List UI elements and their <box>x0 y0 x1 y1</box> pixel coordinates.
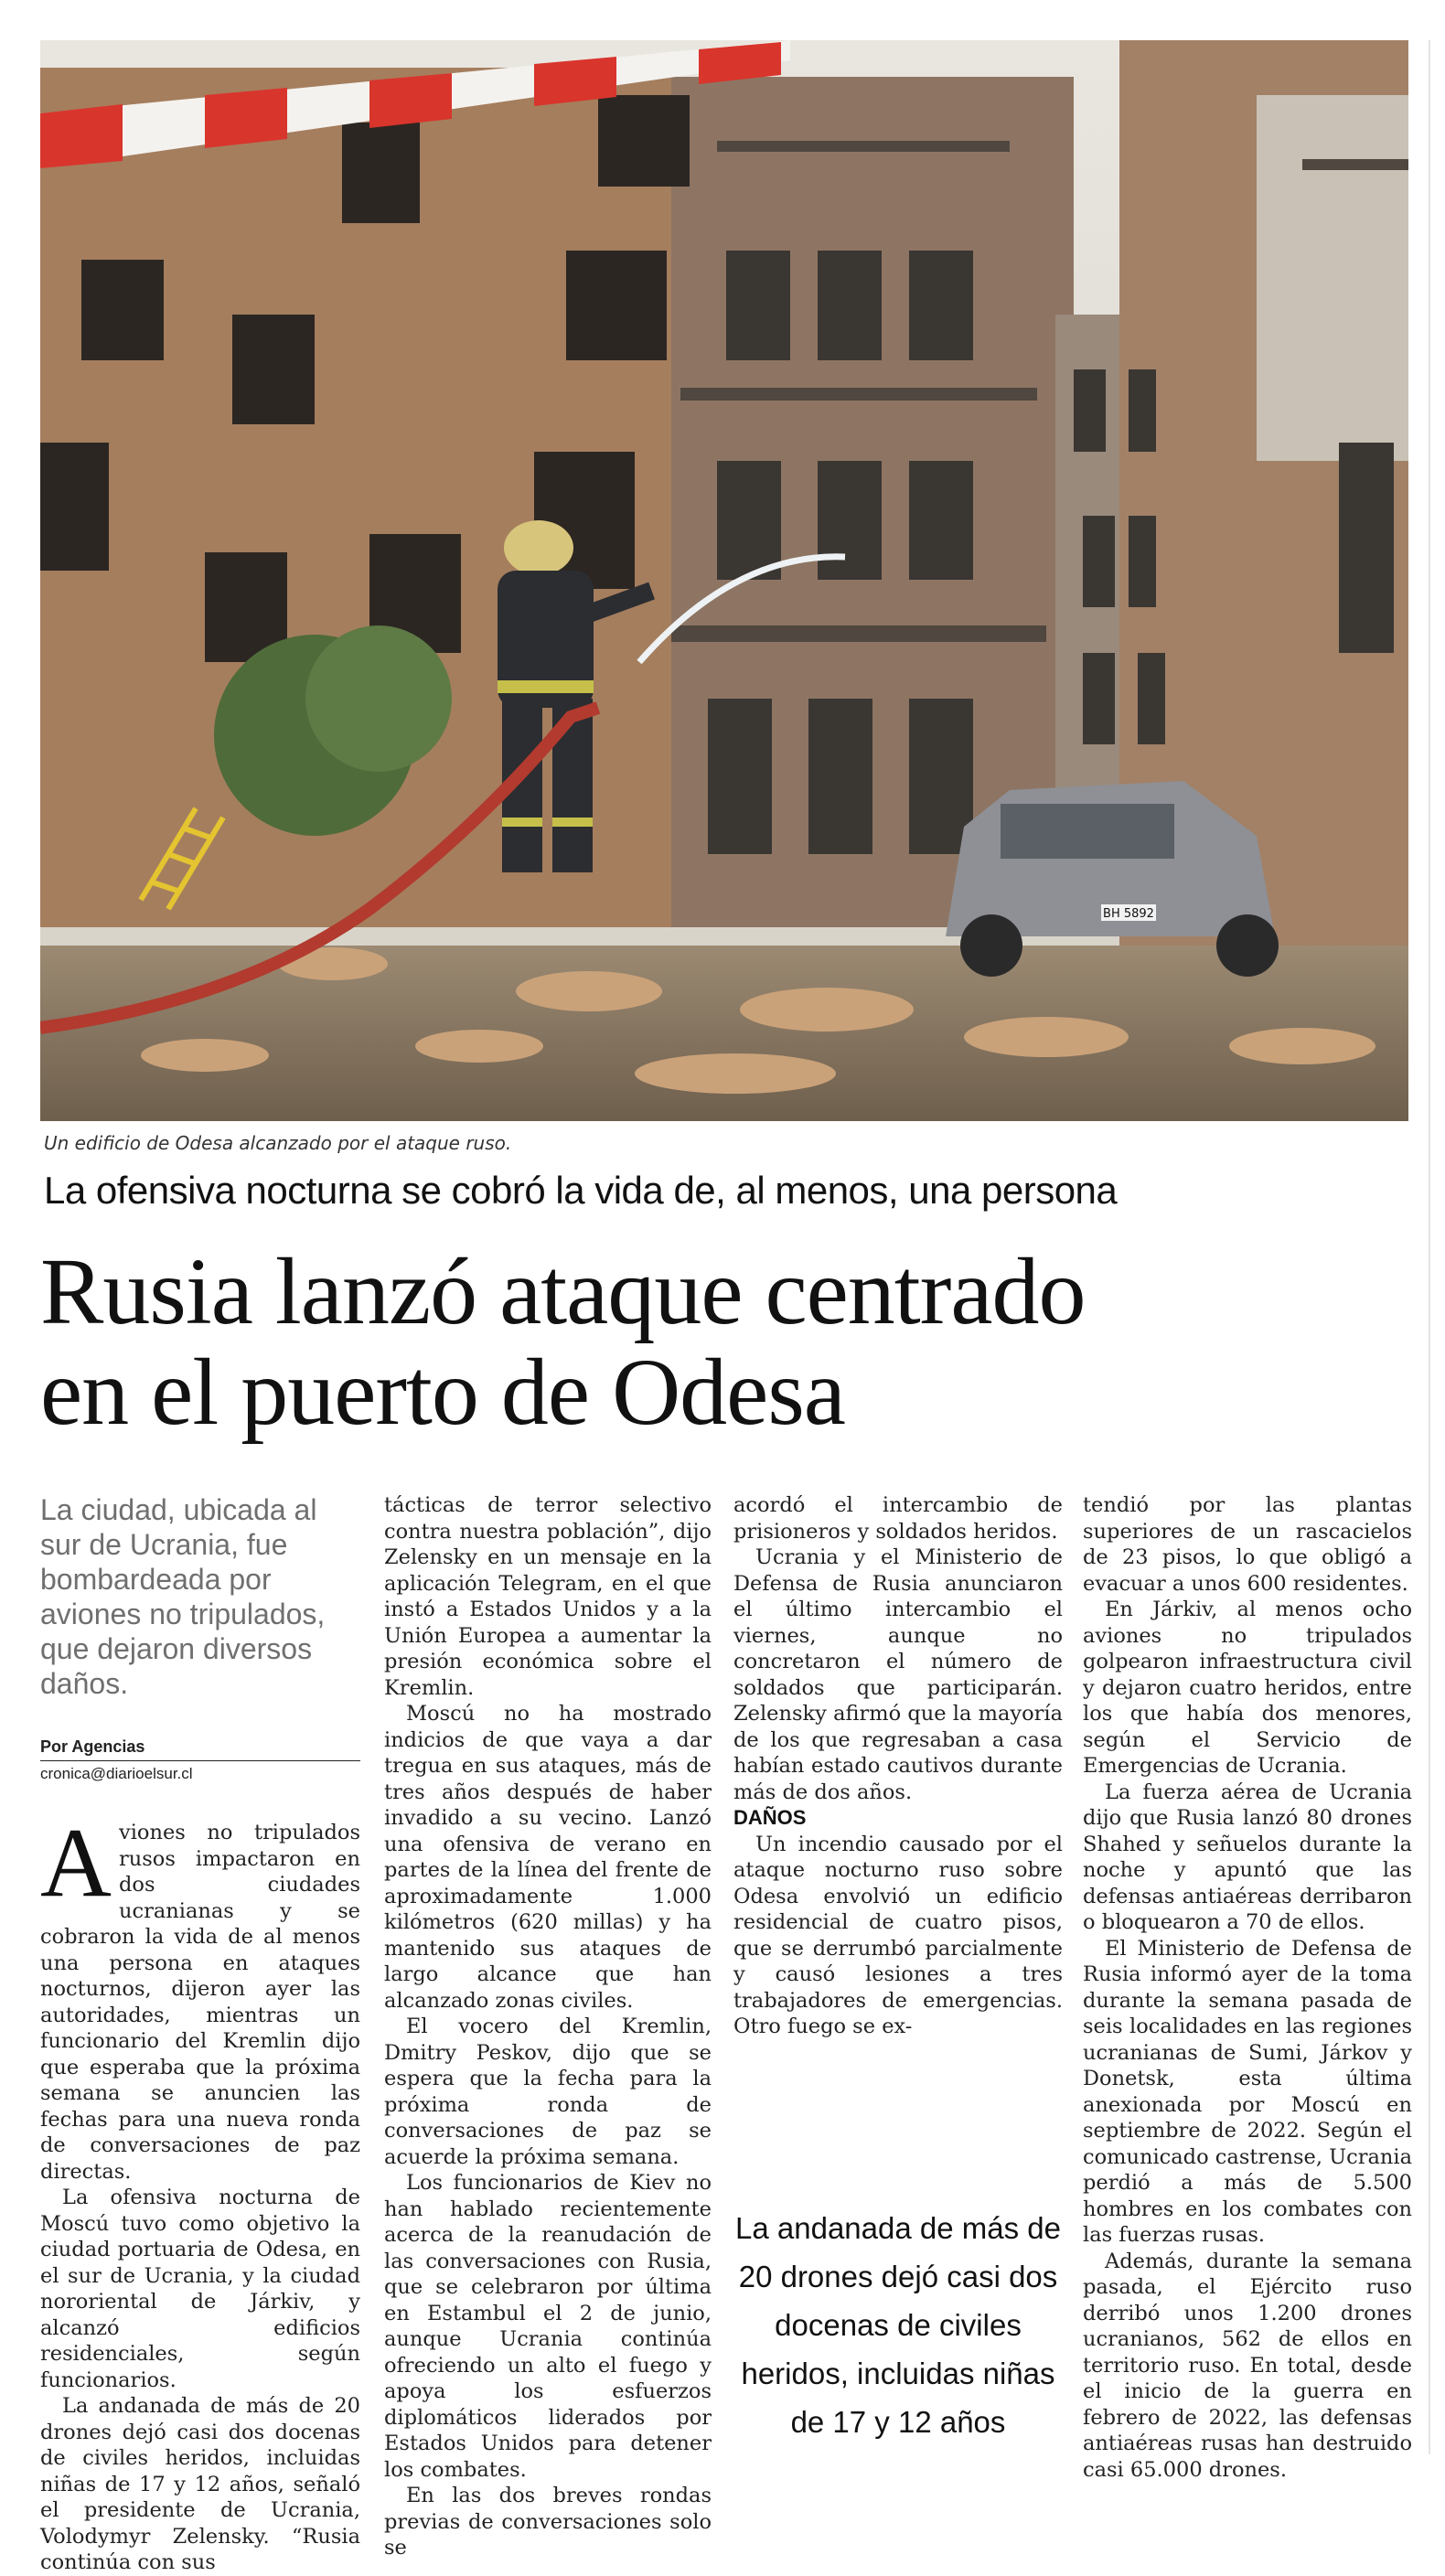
photo-caption: Un edificio de Odesa alcanzado por el ataque ruso. <box>44 1132 512 1154</box>
damaged-building-illustration <box>40 40 1408 1121</box>
paragraph: El Ministerio de Defensa de Rusia informó ayer de la toma durante la semana pasada de seis localidades en las regiones ucranianas de Sumi, Járkov y Donetsk, esta última anexionada por Moscú en septiembre de 2022. Según el comunicado castrense, Ucrania perdió a más de 5.500 hombres en los combates con las fuerzas rusas. <box>1083 1936 1412 2247</box>
paragraph: En las dos breves rondas previas de conversaciones solo se <box>384 2484 712 2560</box>
drop-cap: A <box>40 1809 112 1918</box>
text-column-2 <box>384 1492 712 2561</box>
text-column-4 <box>1083 1492 1412 2483</box>
text-column-3 <box>733 1492 1063 2040</box>
paragraph-text: viones no tripulados rusos impactaron en dos ciudades ucranianas y se cobraron la vida de al menos una persona en ataques nocturnos, dijeron ayer las autoridades, mientras un funcionario del Kremlin dijo que esperaba que la próxima semana se anuncien las fechas para una nueva ronda de conversaciones de paz directas. <box>40 1821 360 2184</box>
paragraph: acordó el intercambio de prisioneros y soldados heridos. <box>733 1493 1063 1544</box>
article-deck: La ciudad, ubicada al sur de Ucrania, fue bombardeada por aviones no tripulados, que dejaron diversos daños. <box>40 1493 326 1700</box>
article-headline <box>40 1239 1412 1445</box>
paragraph: La fuerza aérea de Ucrania dijo que Rusia lanzó 80 drones Shahed y señuelos durante la noche y apuntó que las defensas antiaéreas derribaron o bloquearon a 70 de ellos. <box>1083 1780 1412 1934</box>
paragraph: Además, durante la semana pasada, el Ejército ruso derribó unos 1.200 drones ucranianos, 562 de ellos en territorio ruso. En total, desde el inicio de la guerra en febrero de 2022, las defensas antiaéreas rusas han destruido casi 65.000 drones. <box>1083 2249 1412 2482</box>
paragraph: En Járkiv, al menos ocho aviones no tripulados golpearon infraestructura civil y dejaron cuatro heridos, entre los que había dos menores, según el Servicio de Emergencias de Ucrania. <box>1083 1598 1412 1778</box>
section-subhead: DAÑOS <box>733 1806 807 1829</box>
headline-line-1: Rusia lanzó ataque centrado <box>40 1239 1086 1344</box>
byline-email[interactable]: cronica@diarioelsur.cl <box>40 1765 193 1782</box>
paragraph: Los funcionarios de Kiev no han hablado recientemente acerca de la reanudación de las conversaciones con Rusia, que se celebraron por última en Estambul el 2 de junio, aunque Ucrania continúa ofreciendo un alto el fuego y apoya los esfuerzos diplomáticos liderados por Estados Unidos para detener los combates. <box>384 2171 712 2482</box>
paragraph: La andanada de más de 20 drones dejó casi dos docenas de civiles heridos, incluidas niñas de 17 y 12 años, señaló el presidente de Ucrania, Volodymyr Zelensky. “Rusia continúa con sus <box>40 2394 360 2574</box>
article-kicker: La ofensiva nocturna se cobró la vida de, al menos, una persona <box>44 1169 1118 1212</box>
byline-author: Por Agencias <box>40 1737 360 1761</box>
news-photo <box>40 40 1408 1121</box>
paragraph <box>40 1809 360 2185</box>
text-column-1 <box>40 1809 360 2576</box>
license-plate: BH 5892 <box>1103 907 1154 921</box>
byline <box>40 1737 360 1783</box>
paragraph: La ofensiva nocturna de Moscú tuvo como objetivo la ciudad portuaria de Odesa, en el sur de Ucrania, y la ciudad nororiental de Járkiv, y alcanzó edificios residenciales, según funcionarios. <box>40 2186 360 2392</box>
page-edge-rule <box>1429 40 1430 2454</box>
paragraph: Ucrania y el Ministerio de Defensa de Rusia anunciaron el último intercambio el viernes, aunque no concretaron el número de soldados que participarán. Zelensky afirmó que la mayoría de los que regresaban a casa habían estado cautivos durante más de dos años. <box>733 1545 1063 1804</box>
paragraph: Un incendio causado por el ataque nocturno ruso sobre Odesa envolvió un edificio residencial de cuatro pisos, que se derrumbó parcialmente y causó lesiones a tres trabajadores de emergencias. Otro fuego se ex- <box>733 1832 1063 2038</box>
paragraph: El vocero del Kremlin, Dmitry Peskov, dijo que se espera que la fecha para la próxima ronda de conversaciones de paz se acuerde la próxima semana. <box>384 2015 712 2169</box>
paragraph: tendió por las plantas superiores de un rascacielos de 23 pisos, lo que obligó a evacuar a unos 600 residentes. <box>1083 1493 1412 1596</box>
headline-line-2: en el puerto de Odesa <box>40 1340 845 1445</box>
pull-quote: La andanada de más de 20 drones dejó casi dos docenas de civiles heridos, incluidas niñas de 17 y 12 años <box>735 2211 1061 2439</box>
paragraph: Moscú no ha mostrado indicios de que vaya a dar tregua en sus ataques, más de tres años después de haber invadido a su vecino. Lanzó una ofensiva de verano en partes de la línea del frente de aproximadamente 1.000 kilómetros (620 millas) y ha mantenido sus ataques de largo alcance que han alcanzado zonas civiles. <box>384 1702 712 2013</box>
paragraph: tácticas de terror selectivo contra nuestra población”, dijo Zelensky en un mensaje en la aplicación Telegram, en el que instó a Estados Unidos y a la Unión Europea a aumentar la presión económica sobre el Kremlin. <box>384 1493 712 1700</box>
